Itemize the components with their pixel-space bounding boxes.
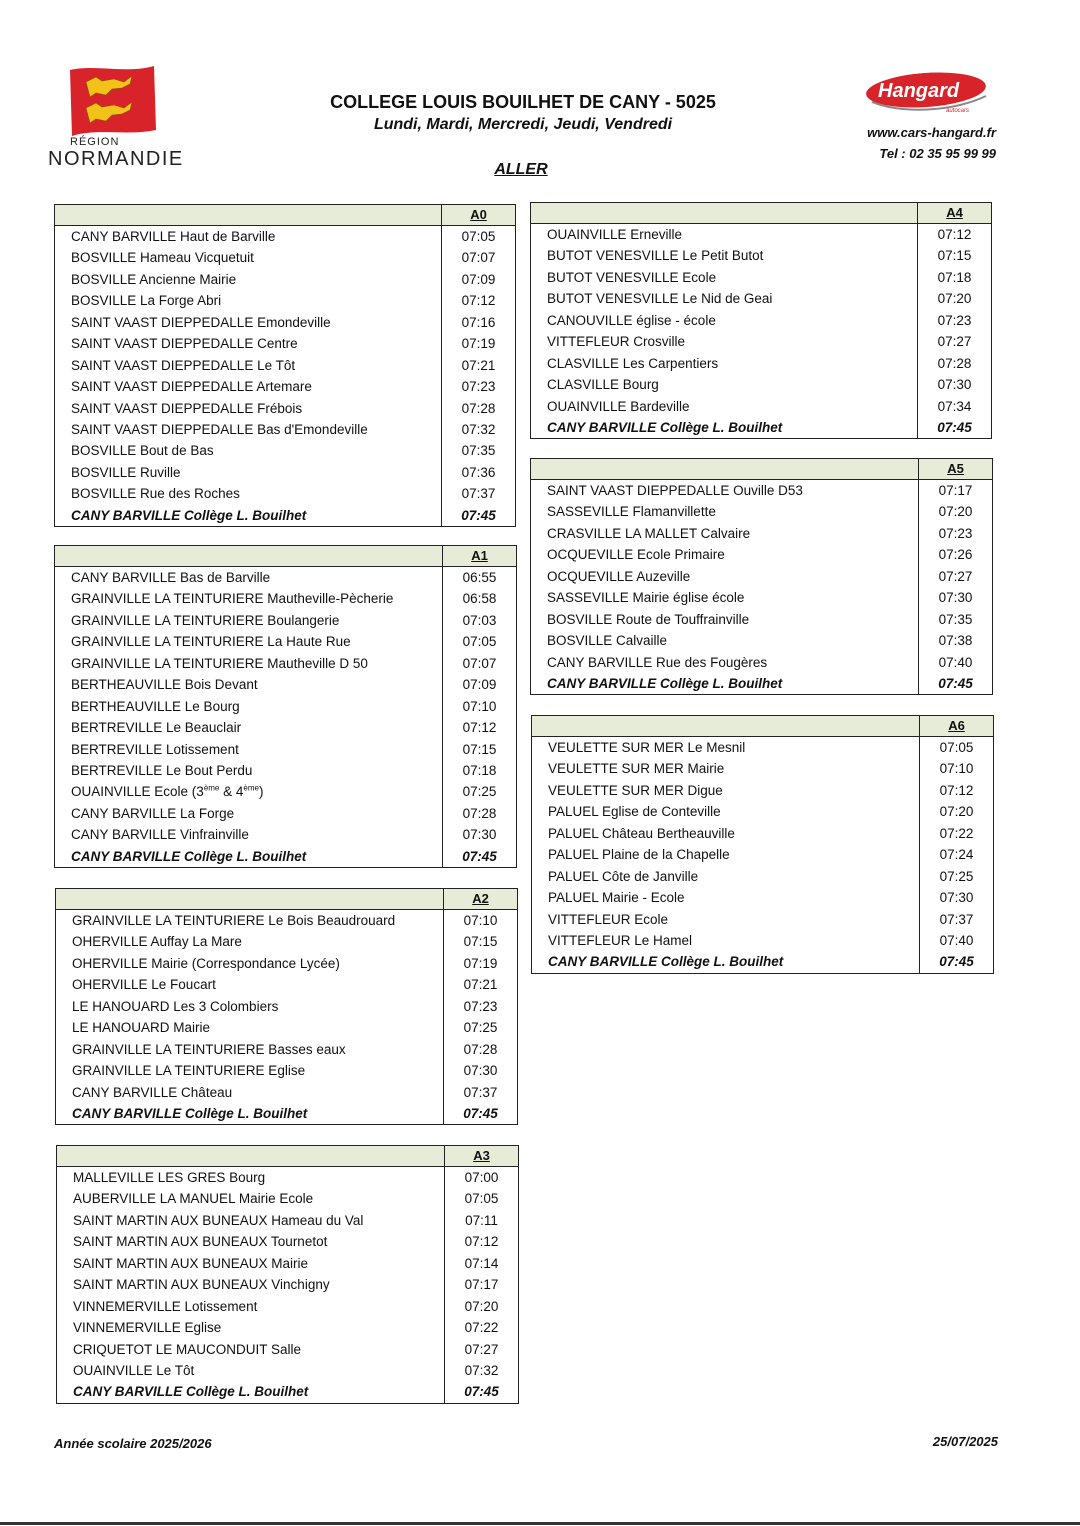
stop-row [55,567,516,588]
stop-row [57,1167,518,1188]
service-days: Lundi, Mardi, Mercredi, Jeudi, Vendredi [373,116,673,133]
stop-row [531,310,991,331]
stop-time: 07:10 [919,758,993,779]
stop-time: 07:15 [917,245,991,266]
stop-time: 07:30 [442,824,516,845]
stop-row [531,523,992,544]
stop-row [56,953,517,974]
stop-time: 07:45 [444,1381,518,1402]
hangard-logo-subtext: autocars [946,108,970,114]
stop-row [56,1017,517,1038]
stop-name: SAINT MARTIN AUX BUNEAUX Hameau du Val [73,1212,364,1228]
route-header [57,1146,518,1167]
stop-row [57,1253,518,1274]
stop-row [55,355,515,376]
carrier-website: www.cars-hangard.fr [867,125,996,140]
stop-name: BOSVILLE Ruville [71,464,181,480]
stop-row [55,588,516,609]
stop-name: PALUEL Côte de Janville [548,868,699,884]
stop-row [532,737,993,758]
stop-row [55,483,515,504]
stop-name: GRAINVILLE LA TEINTURIERE Mautheville D 50 [71,655,368,671]
stop-row [55,696,516,717]
stop-time: 07:20 [917,288,991,309]
stop-time: 06:55 [442,567,516,588]
stop-name: BOSVILLE Ancienne Mairie [71,271,237,287]
route-table-a0 [54,204,516,527]
stop-time: 06:58 [442,588,516,609]
stop-time: 07:17 [444,1274,518,1295]
stop-row [55,631,516,652]
stop-name: GRAINVILLE LA TEINTURIERE Le Bois Beaudrouard [72,913,396,928]
stop-name: CRASVILLE LA MALLET Calvaire [547,525,751,541]
stop-row [531,288,991,309]
stop-time: 07:45 [441,505,515,526]
destination-row [55,505,515,526]
stop-name: SASSEVILLE Mairie église école [547,590,745,606]
destination-row [56,1103,517,1124]
stop-time: 07:19 [441,333,515,354]
stop-time: 07:28 [441,398,515,419]
stop-row [55,803,516,824]
stop-row [532,823,993,844]
stop-row [532,758,993,779]
hangard-logo [862,68,992,120]
route-table-a2 [55,888,518,1125]
route-code: A2 [443,889,517,909]
stop-row [532,866,993,887]
stop-name: CLASVILLE Bourg [547,377,659,393]
stop-row [531,501,992,522]
stop-row [55,717,516,738]
stop-name-part: OUAINVILLE Ecole ( [71,784,197,800]
stop-time: 07:22 [444,1317,518,1338]
stop-name: PALUEL Plaine de la Chapelle [548,847,730,863]
stop-name: VITTEFLEUR Le Hamel [548,932,693,948]
stop-name: CANY BARVILLE Collège L. Bouilhet [72,1105,308,1121]
stop-time: 07:32 [441,419,515,440]
stop-name: GRAINVILLE LA TEINTURIERE Basses eaux [72,1041,346,1057]
grade-suffix: ème [203,783,220,793]
stop-row [531,587,992,608]
route-header [531,459,992,480]
stop-row [57,1339,518,1360]
route-header [531,203,991,224]
stop-time: 07:12 [919,780,993,801]
stop-time: 07:12 [442,717,516,738]
stop-time: 07:27 [917,331,991,352]
stop-row [531,353,991,374]
stop-row [57,1188,518,1209]
stop-name: BUTOT VENESVILLE Le Nid de Geai [547,291,773,307]
stop-name: SAINT VAAST DIEPPEDALLE Ouville D53 [547,483,803,498]
stop-name: BERTHEAUVILLE Bois Devant [71,677,258,693]
stop-name-end: ) [258,784,264,800]
stop-name: OUAINVILLE Bardeville [547,398,690,414]
stop-time: 07:30 [443,1060,517,1081]
route-code: A0 [441,205,515,225]
route-header [55,546,516,567]
stop-name: LE HANOUARD Mairie [72,1020,211,1036]
stop-time: 07:17 [918,480,992,501]
stop-name: BOSVILLE La Forge Abri [71,293,222,309]
route-code: A6 [919,716,993,736]
stop-row [55,440,515,461]
stop-name: CANY BARVILLE Bas de Barville [71,570,271,585]
stop-time: 07:18 [442,760,516,781]
destination-row [532,951,993,972]
stop-name: SAINT VAAST DIEPPEDALLE Frébois [71,400,303,416]
stop-name: CLASVILLE Les Carpentiers [547,355,719,371]
stop-row [531,224,991,245]
stop-name: BOSVILLE Bout de Bas [71,443,214,459]
route-code: A5 [918,459,992,479]
route-table-a1 [54,545,517,868]
stop-row [56,1060,517,1081]
destination-row [57,1381,518,1402]
stop-name: OUAINVILLE Le Tôt [73,1362,195,1378]
page-title: COLLEGE LOUIS BOUILHET DE CANY - 5025 [330,92,716,112]
stop-name: VINNEMERVILLE Eglise [73,1320,222,1336]
route-table-a6 [531,715,994,974]
stop-time: 07:30 [919,887,993,908]
grade-joiner: & 4 [219,784,244,800]
stop-time: 07:28 [917,353,991,374]
stop-row [532,844,993,865]
stop-row [55,226,515,247]
stop-time: 07:15 [442,739,516,760]
stop-time: 07:25 [919,866,993,887]
stop-name: SAINT VAAST DIEPPEDALLE Centre [71,336,298,352]
stop-name: SAINT MARTIN AUX BUNEAUX Vinchigny [73,1277,330,1293]
stop-time: 07:23 [917,310,991,331]
stop-name: CANY BARVILLE Château [72,1084,233,1100]
route-table-a3 [56,1145,519,1404]
stop-time: 07:45 [443,1103,517,1124]
stop-time: 07:20 [919,801,993,822]
stop-row [55,419,515,440]
stop-row [55,653,516,674]
page-bottom-border [0,1522,1080,1525]
stop-name: CANY BARVILLE Collège L. Bouilhet [547,419,783,435]
stop-time: 07:11 [444,1210,518,1231]
stop-name: GRAINVILLE LA TEINTURIERE Mautheville-Pècherie [71,591,394,607]
stop-row [56,974,517,995]
school-year: Année scolaire 2025/2026 [54,1436,212,1451]
stop-time: 07:40 [918,652,992,673]
stop-row [531,630,992,651]
stop-time: 07:15 [443,931,517,952]
stop-time: 07:37 [919,909,993,930]
stop-row [56,1082,517,1103]
stop-time: 07:21 [443,974,517,995]
stop-time: 07:30 [917,374,991,395]
stop-row [57,1274,518,1295]
route-header [55,205,515,226]
region-label: NORMANDIE [48,148,184,170]
stop-name: SAINT VAAST DIEPPEDALLE Bas d'Emondeville [71,421,368,437]
stop-name: CANY BARVILLE Collège L. Bouilhet [547,675,783,691]
stop-name [55,781,442,802]
stop-row [55,781,516,802]
stop-row [57,1317,518,1338]
stop-name: BERTREVILLE Le Beauclair [71,720,242,736]
stop-name: MALLEVILLE LES GRES Bourg [73,1170,266,1185]
stop-time: 07:05 [919,737,993,758]
stop-time: 07:20 [918,501,992,522]
stop-name: VEULETTE SUR MER Le Mesnil [548,740,746,755]
stop-row [532,909,993,930]
stop-row [531,480,992,501]
stop-row [532,930,993,951]
stop-name: OHERVILLE Le Foucart [72,977,216,993]
stop-name: GRAINVILLE LA TEINTURIERE Boulangerie [71,612,340,628]
stop-row [55,462,515,483]
stop-row [55,610,516,631]
route-code: A4 [917,203,991,223]
stop-time: 07:03 [442,610,516,631]
stop-row [57,1360,518,1381]
stop-time: 07:45 [918,673,992,694]
stop-name: CANY BARVILLE Rue des Fougères [547,654,768,670]
stop-row [55,376,515,397]
stop-time: 07:45 [442,846,516,867]
stop-row [532,887,993,908]
document-date: 25/07/2025 [932,1434,998,1449]
stop-name: PALUEL Château Bertheauville [548,825,735,841]
stop-time: 07:26 [918,544,992,565]
destination-row [55,846,516,867]
stop-row [55,674,516,695]
stop-row [56,910,517,931]
stop-time: 07:23 [918,523,992,544]
stop-time: 07:45 [917,417,991,438]
stop-time: 07:20 [444,1296,518,1317]
stop-row [55,739,516,760]
stop-name: SAINT MARTIN AUX BUNEAUX Tournetot [73,1234,328,1250]
stop-time: 07:05 [444,1188,518,1209]
hangard-logo-text: Hangard [878,80,960,102]
stop-name: BERTREVILLE Lotissement [71,741,239,757]
stop-time: 07:45 [919,951,993,972]
carrier-phone: Tel : 02 35 95 99 99 [879,146,996,161]
stop-time: 07:35 [441,440,515,461]
stop-time: 07:38 [918,630,992,651]
stop-row [55,312,515,333]
stop-time: 07:07 [441,247,515,268]
stop-time: 07:09 [441,269,515,290]
stop-time: 07:00 [444,1167,518,1188]
stop-time: 07:05 [441,226,515,247]
stop-name: VITTEFLEUR Crosville [547,334,686,350]
stop-time: 07:10 [443,910,517,931]
stop-time: 07:27 [444,1339,518,1360]
stop-name: VITTEFLEUR Ecole [548,911,669,927]
stop-time: 07:40 [919,930,993,951]
stop-name: CANY BARVILLE Haut de Barville [71,229,276,244]
stop-row [56,931,517,952]
stop-time: 07:22 [919,823,993,844]
stop-name: CANY BARVILLE La Forge [71,805,235,821]
stop-row [531,609,992,630]
stop-time: 07:36 [441,462,515,483]
stop-name: BOSVILLE Route de Touffrainville [547,611,750,627]
stop-name: BOSVILLE Hameau Vicquetuit [71,250,254,266]
grade-suffix: ème [243,783,259,793]
stop-name: SAINT VAAST DIEPPEDALLE Emondeville [71,314,331,330]
stop-row [55,247,515,268]
stop-time: 07:28 [443,1039,517,1060]
stop-name: SAINT MARTIN AUX BUNEAUX Mairie [73,1255,309,1271]
stop-name: CANY BARVILLE Collège L. Bouilhet [73,1384,309,1400]
stop-name: PALUEL Mairie - Ecole [548,890,685,906]
region-normandie-logo [48,62,188,172]
stop-name: CANY BARVILLE Vinfrainville [71,827,249,843]
stop-row [56,996,517,1017]
stop-name: BUTOT VENESVILLE Ecole [547,269,717,285]
grade-number: 3 [196,784,204,800]
stop-time: 07:12 [441,290,515,311]
stop-row [532,780,993,801]
stop-time: 07:35 [918,609,992,630]
stop-row [531,396,991,417]
stop-row [532,801,993,822]
stop-time: 07:10 [442,696,516,717]
stop-name: SAINT VAAST DIEPPEDALLE Artemare [71,379,312,395]
stop-name: OUAINVILLE Erneville [547,227,683,242]
stop-time: 07:34 [917,396,991,417]
stop-row [531,245,991,266]
stop-row [55,824,516,845]
stop-row [531,331,991,352]
stop-row [55,760,516,781]
stop-row [531,652,992,673]
route-table-a5 [530,458,993,695]
stop-name: BUTOT VENESVILLE Le Petit Butot [547,248,764,264]
stop-row [531,544,992,565]
stop-name: CANY BARVILLE Collège L. Bouilhet [548,954,784,970]
stop-name: GRAINVILLE LA TEINTURIERE La Haute Rue [71,634,351,650]
stop-name: CANY BARVILLE Collège L. Bouilhet [71,848,307,864]
destination-row [531,417,991,438]
destination-row [531,673,992,694]
route-table-a4 [530,202,992,439]
direction-label: ALLER [494,161,548,178]
route-header [532,716,993,737]
stop-row [57,1231,518,1252]
stop-time: 07:16 [441,312,515,333]
stop-name: GRAINVILLE LA TEINTURIERE Eglise [72,1063,306,1079]
stop-name: BERTHEAUVILLE Le Bourg [71,698,240,714]
stop-name: VINNEMERVILLE Lotissement [73,1298,258,1314]
stop-row [531,267,991,288]
stop-time: 07:37 [441,483,515,504]
stop-time: 07:19 [443,953,517,974]
stop-row [531,374,991,395]
stop-row [57,1210,518,1231]
stop-row [56,1039,517,1060]
stop-time: 07:18 [917,267,991,288]
stop-row [55,290,515,311]
stop-name: PALUEL Eglise de Conteville [548,804,721,820]
region-label-small: RÉGION [70,136,120,148]
stop-row [57,1296,518,1317]
stop-name: LE HANOUARD Les 3 Colombiers [72,998,279,1014]
stop-name: BOSVILLE Rue des Roches [71,486,240,502]
stop-time: 07:09 [442,674,516,695]
stop-time: 07:12 [444,1231,518,1252]
stop-time: 07:37 [443,1082,517,1103]
normandy-flag-icon [66,64,158,138]
stop-time: 07:14 [444,1253,518,1274]
stop-row [55,269,515,290]
stop-time: 07:25 [443,1017,517,1038]
route-code: A3 [444,1146,518,1166]
stop-name: BOSVILLE Calvaille [547,633,668,649]
route-code: A1 [442,546,516,566]
stop-row [55,398,515,419]
stop-name: SASSEVILLE Flamanvillette [547,504,716,520]
stop-time: 07:24 [919,844,993,865]
stop-time: 07:28 [442,803,516,824]
stop-name: OHERVILLE Mairie (Correspondance Lycée) [72,955,340,971]
stop-name: VEULETTE SUR MER Digue [548,782,723,798]
stop-name: OCQUEVILLE Ecole Primaire [547,547,725,563]
stop-name: BERTREVILLE Le Bout Perdu [71,762,253,778]
stop-row [531,566,992,587]
stop-name: CANY BARVILLE Collège L. Bouilhet [71,507,307,523]
stop-time: 07:21 [441,355,515,376]
stop-name: AUBERVILLE LA MANUEL Mairie Ecole [73,1191,314,1207]
stop-time: 07:07 [442,653,516,674]
stop-name: OHERVILLE Auffay La Mare [72,934,242,950]
stop-name: SAINT VAAST DIEPPEDALLE Le Tôt [71,357,296,373]
stop-row [55,333,515,354]
stop-time: 07:23 [441,376,515,397]
stop-time: 07:27 [918,566,992,587]
stop-time: 07:30 [918,587,992,608]
stop-time: 07:12 [917,224,991,245]
route-header [56,889,517,910]
stop-name: CRIQUETOT LE MAUCONDUIT Salle [73,1341,302,1357]
stop-time: 07:32 [444,1360,518,1381]
stop-time: 07:25 [442,781,516,802]
stop-name: CANOUVILLE église - école [547,312,716,328]
stop-time: 07:23 [443,996,517,1017]
stop-name: OCQUEVILLE Auzeville [547,568,691,584]
stop-time: 07:05 [442,631,516,652]
stop-name: VEULETTE SUR MER Mairie [548,761,725,777]
